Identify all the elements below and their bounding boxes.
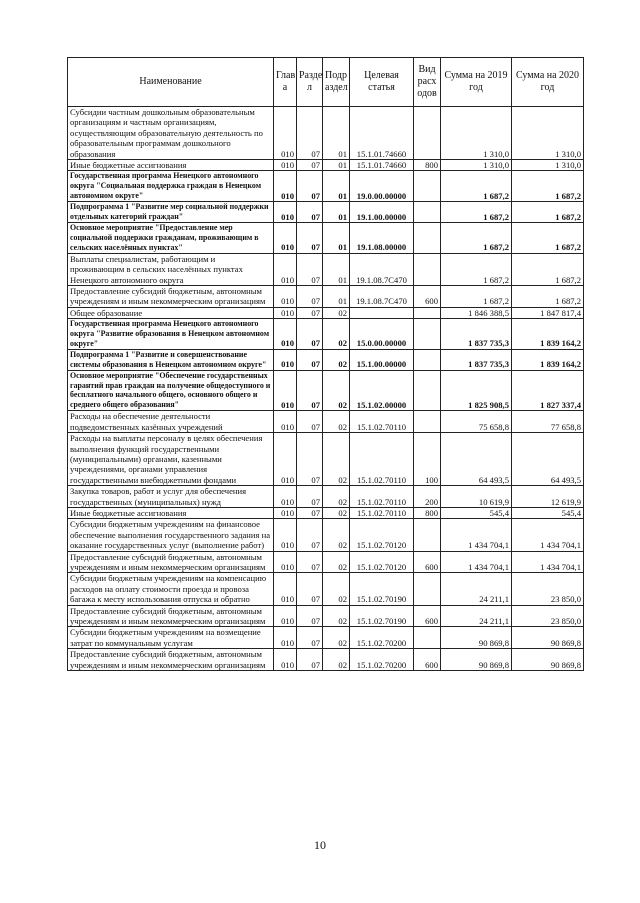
cell-podrazdel: 02: [323, 486, 350, 508]
cell-name: Государственная программа Ненецкого автономного округа "Социальная поддержка граждан в Ненецком автономном округе": [68, 171, 274, 202]
cell-name: Расходы на выплаты персоналу в целях обеспечения выполнения функций государственными (муниципальными) органами, казенными учреждениями, органами управления государственными внебюджетными фондами: [68, 433, 274, 486]
cell-vid: [414, 411, 441, 433]
cell-podrazdel: 02: [323, 627, 350, 649]
cell-podrazdel: 01: [323, 160, 350, 171]
table-row: [68, 519, 584, 551]
cell-razdel: 07: [297, 411, 323, 433]
cell-name: Выплаты специалистам, работающим и проживающим в сельских населённых пунктах Ненецкого автономного округа: [68, 253, 274, 285]
page-number: 10: [314, 838, 326, 852]
cell-target: 19.1.08.7С470: [350, 253, 414, 285]
table-header-row: [68, 58, 584, 107]
cell-sum-2019: 1 434 704,1: [441, 519, 512, 551]
cell-vid: 800: [414, 507, 441, 518]
cell-vid: [414, 253, 441, 285]
cell-sum-2019: 90 869,8: [441, 627, 512, 649]
table-row: [68, 605, 584, 627]
cell-vid: [414, 370, 441, 411]
cell-razdel: 07: [297, 171, 323, 202]
cell-podrazdel: 01: [323, 285, 350, 307]
cell-name: Иные бюджетные ассигнования: [68, 507, 274, 518]
cell-glava: 010: [274, 319, 297, 350]
cell-sum-2019: 64 493,5: [441, 433, 512, 486]
cell-podrazdel: 02: [323, 551, 350, 573]
table-row: [68, 433, 584, 486]
cell-vid: 600: [414, 551, 441, 573]
cell-target: 15.1.01.74660: [350, 107, 414, 160]
table-row: [68, 160, 584, 171]
cell-name: Субсидии бюджетным учреждениям на возмещение затрат по коммунальным услугам: [68, 627, 274, 649]
cell-podrazdel: 01: [323, 171, 350, 202]
cell-sum-2020: 1 827 337,4: [512, 370, 584, 411]
cell-vid: [414, 222, 441, 253]
cell-razdel: 07: [297, 160, 323, 171]
cell-sum-2020: 12 619,9: [512, 486, 584, 508]
cell-target: 19.1.00.00000: [350, 202, 414, 223]
table-row: [68, 171, 584, 202]
cell-podrazdel: 01: [323, 222, 350, 253]
cell-target: 15.1.02.70110: [350, 411, 414, 433]
cell-sum-2020: 1 687,2: [512, 285, 584, 307]
cell-vid: 800: [414, 160, 441, 171]
table-row: [68, 627, 584, 649]
cell-target: 15.1.02.70110: [350, 486, 414, 508]
cell-razdel: 07: [297, 307, 323, 318]
cell-vid: [414, 349, 441, 370]
cell-sum-2020: 90 869,8: [512, 627, 584, 649]
cell-vid: 600: [414, 605, 441, 627]
cell-glava: 010: [274, 253, 297, 285]
cell-vid: [414, 107, 441, 160]
cell-target: 15.1.00.00000: [350, 349, 414, 370]
cell-sum-2019: 1 825 908,5: [441, 370, 512, 411]
cell-razdel: 07: [297, 253, 323, 285]
cell-glava: 010: [274, 507, 297, 518]
cell-name: Основное мероприятие "Обеспечение государственных гарантий прав граждан на получение общедоступного и бесплатного начального общего, основного общего и среднего общего образования": [68, 370, 274, 411]
cell-sum-2020: 1 839 164,2: [512, 349, 584, 370]
cell-razdel: 07: [297, 349, 323, 370]
cell-target: 15.1.02.70190: [350, 573, 414, 605]
cell-name: Субсидии частным дошкольным образовательным организациям и частным организациям, осуществляющим образовательную деятельность по образовательным программам дошкольного образования: [68, 107, 274, 160]
cell-razdel: 07: [297, 107, 323, 160]
cell-sum-2019: 1 687,2: [441, 171, 512, 202]
cell-sum-2019: 1 310,0: [441, 107, 512, 160]
cell-podrazdel: 02: [323, 605, 350, 627]
table-row: [68, 222, 584, 253]
cell-podrazdel: 02: [323, 573, 350, 605]
table-row: [68, 319, 584, 350]
cell-glava: 010: [274, 171, 297, 202]
cell-sum-2020: 23 850,0: [512, 573, 584, 605]
cell-glava: 010: [274, 349, 297, 370]
cell-razdel: 07: [297, 319, 323, 350]
cell-target: 15.0.00.00000: [350, 319, 414, 350]
cell-name: Иные бюджетные ассигнования: [68, 160, 274, 171]
cell-razdel: 07: [297, 202, 323, 223]
cell-sum-2019: 24 211,1: [441, 573, 512, 605]
cell-podrazdel: 02: [323, 507, 350, 518]
cell-razdel: 07: [297, 551, 323, 573]
cell-sum-2020: 1 434 704,1: [512, 551, 584, 573]
cell-sum-2019: 1 837 735,3: [441, 349, 512, 370]
cell-vid: [414, 627, 441, 649]
cell-razdel: 07: [297, 222, 323, 253]
table-row: [68, 649, 584, 671]
cell-vid: [414, 171, 441, 202]
cell-name: Предоставление субсидий бюджетным, автономным учреждениям и иным некоммерческим организациям: [68, 605, 274, 627]
cell-glava: 010: [274, 222, 297, 253]
cell-podrazdel: 02: [323, 519, 350, 551]
cell-razdel: 07: [297, 649, 323, 671]
cell-glava: 010: [274, 573, 297, 605]
cell-target: 19.1.08.00000: [350, 222, 414, 253]
cell-sum-2019: 75 658,8: [441, 411, 512, 433]
cell-razdel: 07: [297, 627, 323, 649]
cell-vid: [414, 519, 441, 551]
cell-vid: 200: [414, 486, 441, 508]
cell-glava: 010: [274, 486, 297, 508]
cell-glava: 010: [274, 411, 297, 433]
table-row: [68, 307, 584, 318]
cell-sum-2019: 1 846 388,5: [441, 307, 512, 318]
cell-sum-2020: 90 869,8: [512, 649, 584, 671]
cell-sum-2020: 1 687,2: [512, 171, 584, 202]
cell-name: Субсидии бюджетным учреждениям на компенсацию расходов на оплату стоимости проезда и провоза багажа к месту использования отпуска и обратно: [68, 573, 274, 605]
cell-sum-2020: 1 847 817,4: [512, 307, 584, 318]
cell-name: Предоставление субсидий бюджетным, автономным учреждениям и иным некоммерческим организациям: [68, 649, 274, 671]
cell-sum-2019: 1 837 735,3: [441, 319, 512, 350]
cell-glava: 010: [274, 627, 297, 649]
header-podrazdel: Подр аздел: [323, 58, 350, 107]
cell-glava: 010: [274, 370, 297, 411]
header-glava: Глав а: [274, 58, 297, 107]
cell-glava: 010: [274, 107, 297, 160]
cell-glava: 010: [274, 202, 297, 223]
cell-sum-2020: 1 687,2: [512, 202, 584, 223]
cell-vid: 100: [414, 433, 441, 486]
cell-name: Расходы на обеспечение деятельности подведомственных казённых учреждений: [68, 411, 274, 433]
cell-sum-2019: 545,4: [441, 507, 512, 518]
cell-razdel: 07: [297, 573, 323, 605]
cell-sum-2019: 1 687,2: [441, 253, 512, 285]
cell-sum-2019: 1 687,2: [441, 285, 512, 307]
cell-glava: 010: [274, 519, 297, 551]
cell-glava: 010: [274, 649, 297, 671]
table-row: [68, 107, 584, 160]
cell-vid: [414, 319, 441, 350]
cell-podrazdel: 02: [323, 411, 350, 433]
table-row: [68, 202, 584, 223]
cell-name: Субсидии бюджетным учреждениям на финансовое обеспечение выполнения государственного задания на оказание государственных услуг (выполнение работ): [68, 519, 274, 551]
cell-sum-2019: 1 687,2: [441, 222, 512, 253]
header-sum-2019: Сумма на 2019 год: [441, 58, 512, 107]
cell-sum-2020: 23 850,0: [512, 605, 584, 627]
table-row: [68, 573, 584, 605]
cell-razdel: 07: [297, 519, 323, 551]
cell-sum-2020: 1 839 164,2: [512, 319, 584, 350]
cell-target: 15.1.02.70200: [350, 627, 414, 649]
cell-sum-2020: 1 434 704,1: [512, 519, 584, 551]
cell-sum-2020: 64 493,5: [512, 433, 584, 486]
cell-glava: 010: [274, 551, 297, 573]
cell-name: Предоставление субсидий бюджетным, автономным учреждениям и иным некоммерческим организациям: [68, 551, 274, 573]
cell-sum-2020: 1 310,0: [512, 160, 584, 171]
cell-razdel: 07: [297, 507, 323, 518]
cell-podrazdel: 02: [323, 307, 350, 318]
cell-razdel: 07: [297, 370, 323, 411]
budget-table: [67, 57, 584, 671]
cell-razdel: 07: [297, 285, 323, 307]
cell-name: Государственная программа Ненецкого автономного округа "Развитие образования в Ненецком автономном округе": [68, 319, 274, 350]
cell-podrazdel: 02: [323, 433, 350, 486]
header-vid: Вид расх одов: [414, 58, 441, 107]
header-razdel: Разде л: [297, 58, 323, 107]
cell-target: 15.1.02.70190: [350, 605, 414, 627]
table-row: [68, 370, 584, 411]
cell-podrazdel: 01: [323, 253, 350, 285]
cell-podrazdel: 02: [323, 319, 350, 350]
cell-name: Подпрограмма 1 "Развитие и совершенствование системы образования в Ненецком автономном округе": [68, 349, 274, 370]
cell-sum-2019: 24 211,1: [441, 605, 512, 627]
cell-podrazdel: 02: [323, 349, 350, 370]
header-target: Целевая статья: [350, 58, 414, 107]
cell-name: Подпрограмма 1 "Развитие мер социальной поддержки отдельных категорий граждан": [68, 202, 274, 223]
header-name: Наименование: [68, 58, 274, 107]
table-row: [68, 507, 584, 518]
cell-name: Основное мероприятие "Предоставление мер социальной поддержки гражданам, проживающим в сельских населённых пунктах": [68, 222, 274, 253]
cell-podrazdel: 02: [323, 370, 350, 411]
cell-sum-2019: 1 687,2: [441, 202, 512, 223]
cell-sum-2020: 1 687,2: [512, 222, 584, 253]
cell-target: 15.1.02.70110: [350, 433, 414, 486]
table-body: [68, 107, 584, 671]
cell-sum-2020: 1 687,2: [512, 253, 584, 285]
cell-vid: [414, 202, 441, 223]
cell-target: 15.1.02.70110: [350, 507, 414, 518]
cell-vid: [414, 307, 441, 318]
cell-target: 15.1.02.70120: [350, 551, 414, 573]
cell-name: Закупка товаров, работ и услуг для обеспечения государственных (муниципальных) нужд: [68, 486, 274, 508]
cell-target: 15.1.02.00000: [350, 370, 414, 411]
cell-target: 15.1.02.70120: [350, 519, 414, 551]
cell-sum-2020: 77 658,8: [512, 411, 584, 433]
cell-glava: 010: [274, 605, 297, 627]
cell-name: Предоставление субсидий бюджетным, автономным учреждениям и иным некоммерческим организациям: [68, 285, 274, 307]
cell-podrazdel: 01: [323, 202, 350, 223]
cell-target: 19.1.08.7С470: [350, 285, 414, 307]
table-row: [68, 411, 584, 433]
cell-target: 19.0.00.00000: [350, 171, 414, 202]
cell-target: 15.1.01.74660: [350, 160, 414, 171]
cell-target: [350, 307, 414, 318]
cell-sum-2019: 1 434 704,1: [441, 551, 512, 573]
table-row: [68, 349, 584, 370]
table-row: [68, 285, 584, 307]
cell-glava: 010: [274, 433, 297, 486]
cell-sum-2019: 90 869,8: [441, 649, 512, 671]
table-row: [68, 551, 584, 573]
cell-name: Общее образование: [68, 307, 274, 318]
cell-razdel: 07: [297, 605, 323, 627]
cell-sum-2020: 545,4: [512, 507, 584, 518]
cell-glava: 010: [274, 160, 297, 171]
cell-glava: 010: [274, 285, 297, 307]
cell-razdel: 07: [297, 433, 323, 486]
cell-vid: 600: [414, 285, 441, 307]
cell-podrazdel: 01: [323, 107, 350, 160]
cell-sum-2020: 1 310,0: [512, 107, 584, 160]
cell-glava: 010: [274, 307, 297, 318]
cell-razdel: 07: [297, 486, 323, 508]
table-row: [68, 253, 584, 285]
cell-target: 15.1.02.70200: [350, 649, 414, 671]
cell-podrazdel: 02: [323, 649, 350, 671]
header-sum-2020: Сумма на 2020 год: [512, 58, 584, 107]
table-row: [68, 486, 584, 508]
cell-sum-2019: 1 310,0: [441, 160, 512, 171]
cell-sum-2019: 10 619,9: [441, 486, 512, 508]
cell-vid: 600: [414, 649, 441, 671]
cell-vid: [414, 573, 441, 605]
